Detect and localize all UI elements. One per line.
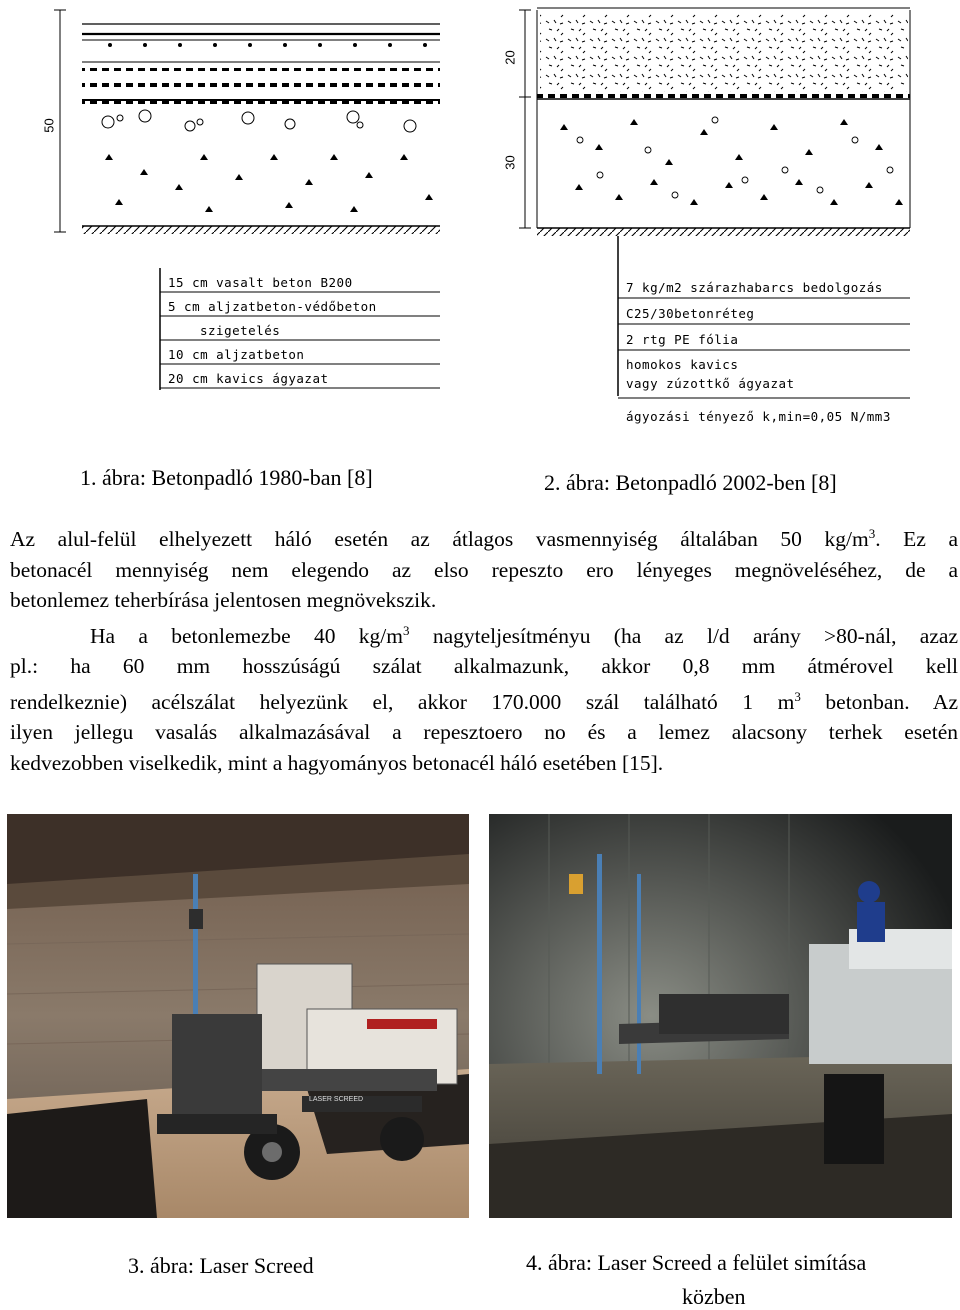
- paragraph2-line1: Ha a betonlemezbe 40 $kg/m^3$ nagyteljesítményu (ha az l/d arány >80-nál, azaz: [90, 622, 958, 648]
- paragraph1-line3: betonlemez teherbírása jelentosen megnövekszik.: [10, 588, 437, 613]
- figure1-caption: 1. ábra: Betonpadló 1980-ban [8]: [80, 465, 373, 490]
- figure2-legend-line-3: 2 rtg PE fólia: [626, 332, 739, 347]
- figure1-legend-line-4: 10 cm aljzatbeton: [168, 347, 305, 362]
- aggregate-marks: [105, 154, 433, 212]
- figure3-machine-label: LASER SCREED: [309, 1096, 364, 1103]
- figure3-photo: [7, 814, 469, 1218]
- paragraph2-line3: rendelkeznie) acélszálat helyezünk el, akkor 170.000 szál található 1 $m^3$ betonban. Az: [10, 688, 959, 714]
- figure1-legend-line-1: 15 cm vasalt beton B200: [168, 275, 353, 290]
- figure4-caption-line1: 4. ábra: Laser Screed a felület simítása: [526, 1250, 867, 1275]
- paragraph1-line1: Az alul-felül elhelyezett háló esetén az átlagos vasmennyiség általában 50 $kg/m^3$. Ez a: [10, 526, 958, 552]
- figure2-legend-line-1: 7 kg/m2 szárazhabarcs bedolgozás: [626, 280, 883, 295]
- paragraph2-line2: pl.: ha 60 mm hosszúságú szálat alkalmazunk, akkor 0,8 mm átmérovel kell: [10, 654, 958, 679]
- figure4-photo: [489, 814, 952, 1218]
- body-text: [10, 519, 958, 778]
- figure4-caption-line2: közben: [682, 1284, 746, 1309]
- figure1-drawing: [30, 0, 450, 400]
- figure1-legend-line-3: szigetelés: [200, 323, 281, 338]
- figure2-legend-line-2: C25/30betonréteg: [626, 306, 755, 321]
- figure2-dimension-top: 20: [502, 50, 518, 65]
- paragraph1-line2: betonacél mennyiség nem elegendo az elso repeszto ero lényeges megnöveléséhez, de a: [10, 557, 958, 582]
- figure1-legend-line-5: 20 cm kavics ágyazat: [168, 371, 329, 386]
- figure2-footnote: ágyozási tényező k,min=0,05 N/mm3: [626, 409, 891, 424]
- gravel-bed-rings: [577, 117, 893, 198]
- figure2-legend-line-4: homokos kavics: [626, 357, 739, 372]
- figure2-caption: 2. ábra: Betonpadló 2002-ben [8]: [544, 470, 837, 495]
- rebar-dots-top: [108, 43, 427, 47]
- figure3-caption: 3. ábra: Laser Screed: [128, 1253, 314, 1278]
- figure1-dimension-label: 50: [41, 118, 57, 133]
- figure2-legend-line-5: vagy zúzottkő ágyazat: [626, 376, 795, 391]
- gravel-bed-marks: [560, 119, 903, 205]
- figure2-dimension-bottom: 30: [502, 155, 518, 170]
- gravel-rings: [102, 110, 416, 132]
- paragraph2-line4: ilyen jellegu vasalás alkalmazásával a repesztoero no és a lemez alacsony terhek esetén: [10, 720, 958, 745]
- figure1-legend-line-2: 5 cm aljzatbeton-védőbeton: [168, 299, 377, 314]
- paragraph2-line5: kedvezobben viselkedik, mint a hagyományos betonacél háló esetében [15].: [10, 750, 664, 775]
